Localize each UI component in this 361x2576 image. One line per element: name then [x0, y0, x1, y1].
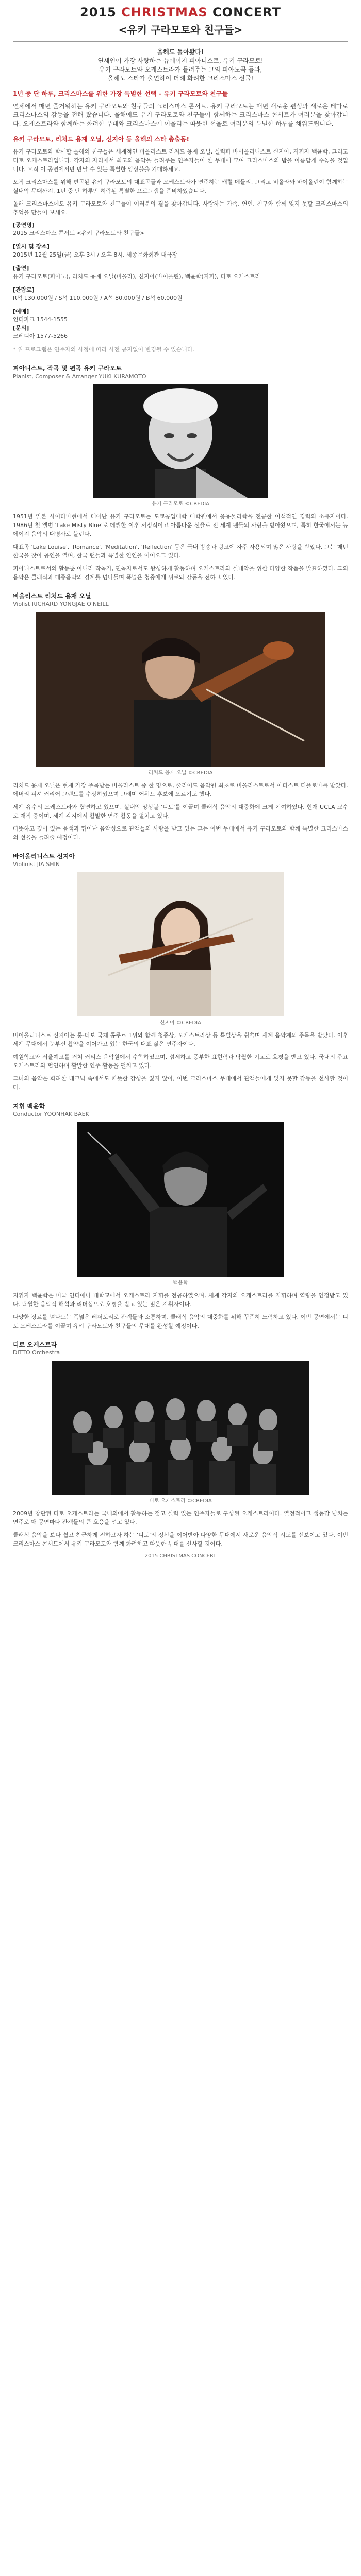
paragraph: 따뜻하고 깊이 있는 음색과 뛰어난 음악성으로 관객들의 사랑을 받고 있는 그는 이번 무대에서 유키 구라모토와 함께 특별한 크리스마스의 선율을 들려줄 예정이다. [13, 825, 348, 841]
artist-title: 피아니스트, 작곡 및 편곡 유키 구라모토 [13, 365, 122, 372]
detail-item: [관람료] R석 130,000원 / S석 110,000원 / A석 80,000원 / B석 60,000원 [13, 286, 183, 301]
concert-details [13, 221, 348, 354]
intro-line: 유키 구라모토와 오케스트라가 들려주는 그의 피아노곡 들과, [99, 66, 262, 73]
photo-caption: 리처드 용재 오닐 ©CREDIA [148, 770, 213, 776]
paragraph: 대표곡 'Lake Louise', 'Romance', 'Meditation', 'Reflection' 등은 국내 방송과 광고에 자주 사용되며 많은 사랑을 받았다. 그는 매년 한국을 찾아 공연을 열며, 한국 팬들과 특별한 인연을 이어오고 있다. [13, 544, 348, 559]
intro-line: 연세인이 가장 사랑하는 뉴에이지 피아니스트, 유키 구라모토! [97, 57, 264, 64]
detail-item: [예매] 인터파크 1544-1555 [13, 308, 68, 323]
artist-title: 바이올리니스트 신지아 [13, 853, 75, 860]
paragraph: 유키 구라모토와 함께할 올해의 친구들은 세계적인 비올리스트 리처드 용재 오닐, 실력파 바이올리니스트 신지아, 지휘자 백윤학, 그리고 디토 오케스트라입니다. 각자의 자리에서 최고의 음악을 들려주는 연주자들이 한 무대에 모여 크리스마스의 밤을 아름답게 수놓을 것입니다. 오직 이 공연에서만 만날 수 있는 특별한 앙상블을 기대하세요. [13, 148, 348, 173]
paragraph: 1951년 일본 사이타마현에서 태어난 유키 구라모토는 도쿄공업대학 대학원에서 응용물리학을 전공한 이색적인 경력의 소유자이다. 1986년 첫 앨범 'Lake Misty Blue'로 데뷔한 이후 서정적이고 아름다운 선율로 전 세계 팬들의 사랑을 받아왔으며, 특히 한국에서는 뉴에이지 음악의 대명사로 불린다. [13, 513, 348, 537]
intro-block [13, 48, 348, 83]
artist-photo [77, 1122, 284, 1277]
artist-subtitle: Conductor YOONHAK BAEK [13, 1111, 89, 1117]
detail-item: [문의] 크레디아 1577-5266 [13, 325, 68, 340]
detail-item: [출연] 유키 구라모토(피아노), 리처드 용재 오닐(비올라), 신지아(바이올린), 백윤학(지휘), 디토 오케스트라 [13, 265, 261, 280]
artist-title: 비올리스트 리처드 용재 오닐 [13, 592, 91, 600]
concert-year-title: 2015 CHRISTMAS CONCERT [80, 5, 281, 20]
paragraph: 지휘자 백윤학은 미국 인디애나 대학교에서 오케스트라 지휘를 전공하였으며, 세계 각지의 오케스트라를 지휘하며 역량을 인정받고 있다. 탁월한 음악적 해석과 리더십으로 호평을 받고 있는 젊은 지휘자이다. [13, 1292, 348, 1308]
portrait-illustration [36, 612, 325, 767]
paragraph: 바이올리니스트 신지아는 롱-티보 국제 콩쿠르 1위와 함께 청중상, 오케스트라상 등 특별상을 휩쓸며 세계 음악계의 주목을 받았다. 이후 세계 무대에서 눈부신 활약을 이어가고 있는 한국의 대표 젊은 연주자이다. [13, 1032, 348, 1047]
photo-caption: 신지아 ©CREDIA [160, 1020, 201, 1026]
orchestra-illustration [52, 1361, 309, 1495]
photo-caption: 백윤학 [173, 1280, 188, 1286]
footer-note: 2015 CHRISTMAS CONCERT [144, 1553, 217, 1559]
artist-photo [52, 1361, 309, 1495]
artist-title: 지휘 백윤학 [13, 1103, 45, 1110]
artist-subtitle: DITTO Orchestra [13, 1349, 60, 1356]
portrait-illustration [77, 1122, 284, 1277]
paragraph: 피아니스트로서의 활동뿐 아니라 작곡가, 편곡자로서도 왕성하게 활동하며 오케스트라와 실내악을 위한 다양한 작품을 발표하였다. 그의 음악은 클래식과 대중음악의 경계를 넘나들며 폭넓은 청중에게 위로와 감동을 전하고 있다. [13, 565, 349, 581]
portrait-illustration [93, 384, 268, 498]
section-heading: 유키 구라모토, 리처드 용재 오닐, 신지아 등 올해의 스타 총출동! [13, 135, 189, 143]
photo-caption: 디토 오케스트라 ©CREDIA [149, 1498, 212, 1504]
paragraph: 오직 크리스마스를 위해 편곡된 유키 구라모토의 대표곡들과 오케스트라가 연주하는 캐럴 메들리, 그리고 비올라와 바이올린이 함께하는 실내악 무대까지, 1년 중 단 하루만 허락된 특별한 프로그램을 준비하였습니다. [13, 179, 348, 194]
artist-subtitle: Violinist JIA SHIN [13, 861, 60, 868]
paragraph: 2009년 창단된 디토 오케스트라는 국내외에서 활동하는 젊고 실력 있는 연주자들로 구성된 오케스트라이다. 열정적이고 생동감 넘치는 연주로 매 공연마다 관객들의 큰 호응을 얻고 있다. [13, 1510, 348, 1526]
paragraph: 리처드 용재 오닐은 현재 가장 주목받는 비올리스트 중 한 명으로, 줄리어드 음악원 최초로 비올리스트로서 아티스트 디플로마를 받았다. 에버리 피셔 커리어 그랜트를 수상하였으며 그래미 어워드 후보에 오르기도 했다. [13, 782, 348, 798]
paragraph: 클래식 음악을 보다 쉽고 친근하게 전하고자 하는 '디토'의 정신을 이어받아 다양한 무대에서 새로운 음악적 시도를 선보이고 있다. 이번 크리스마스 콘서트에서 유키 구라모토와 함께 화려하고 따뜻한 무대를 선사할 것이다. [13, 1532, 348, 1547]
details-note: * 위 프로그램은 연주자의 사정에 따라 사전 공지없이 변경될 수 있습니다. [13, 346, 195, 353]
artist-photo [93, 384, 268, 498]
paragraph: 그녀의 음악은 화려한 테크닉 속에서도 따뜻한 감성을 잃지 않아, 이번 크리스마스 무대에서 관객들에게 잊지 못할 감동을 선사할 것이다. [13, 1075, 348, 1091]
paragraph: 다양한 장르를 넘나드는 폭넓은 레퍼토리로 관객들과 소통하며, 클래식 음악의 대중화를 위해 꾸준히 노력하고 있다. 이번 공연에서는 디토 오케스트라를 이끌며 유키 구라모토와 친구들의 무대를 완성할 예정이다. [13, 1314, 348, 1329]
portrait-illustration [77, 872, 284, 1016]
concert-header [13, 0, 348, 37]
paragraph: 세계 유수의 오케스트라와 협연하고 있으며, 실내악 앙상블 '디토'를 이끌며 클래식 음악의 대중화에 크게 기여하였다. 현재 UCLA 교수로 재직 중이며, 세계 각지에서 활발한 연주 활동을 펼치고 있다. [13, 804, 348, 819]
divider [13, 41, 348, 42]
artist-title: 디토 오케스트라 [13, 1341, 57, 1348]
artist-photo [77, 872, 284, 1016]
paragraph: 올해 크리스마스에도 유키 구라모토와 친구들이 여러분의 곁을 찾아갑니다. 사랑하는 가족, 연인, 친구와 함께 잊지 못할 크리스마스의 추억을 만들어 보세요. [13, 200, 348, 216]
detail-item: [일시 및 장소] 2015년 12월 25일(금) 오후 3시 / 오후 8시, 세종문화회관 대극장 [13, 243, 178, 258]
photo-caption: 유키 구라모토 ©CREDIA [151, 501, 210, 507]
paragraph: 연세에서 매년 즐거워하는 유키 구라모토와 친구들의 크리스마스 콘서트. 유키 구라모토는 매년 새로운 편성과 새로운 테마로 크리스마스의 감동을 전해 왔습니다. 올해에도 유키 구라모토와 친구들이 함께하는 크리스마스 콘서트가 여러분을 찾아갑니다. 오케스트라와 함께하는 화려한 무대와 크리스마스에 어울리는 따뜻한 선율로 여러분의 특별한 하루를 채워드립니다. [13, 103, 348, 127]
artist-subtitle: Pianist, Composer & Arranger YUKI KURAMOTO [13, 373, 146, 380]
paragraph: 예원학교와 서울예고를 거쳐 커티스 음악원에서 수학하였으며, 섬세하고 풍부한 표현력과 탁월한 기교로 호평을 받고 있다. 국내외 주요 오케스트라와 협연하며 활발한 연주 활동을 펼치고 있다. [13, 1054, 348, 1069]
artist-photo [36, 612, 325, 767]
concert-subtitle: <유키 구라모토와 친구들> [118, 24, 243, 36]
detail-item: [공연명] 2015 크리스마스 콘서트 <유키 구라모토와 친구들> [13, 222, 145, 236]
artist-subtitle: Violist RICHARD YONGJAE O'NEILL [13, 601, 109, 607]
intro-line: 올해도 돌아왔다! [157, 48, 204, 56]
section-heading: 1년 중 단 하루, 크리스마스를 위한 가장 특별한 선택 – 유키 구라모토와 친구들 [13, 90, 228, 97]
intro-line: 올해도 스타가 출연하여 더해 화려한 크리스마스 선물! [107, 75, 254, 82]
